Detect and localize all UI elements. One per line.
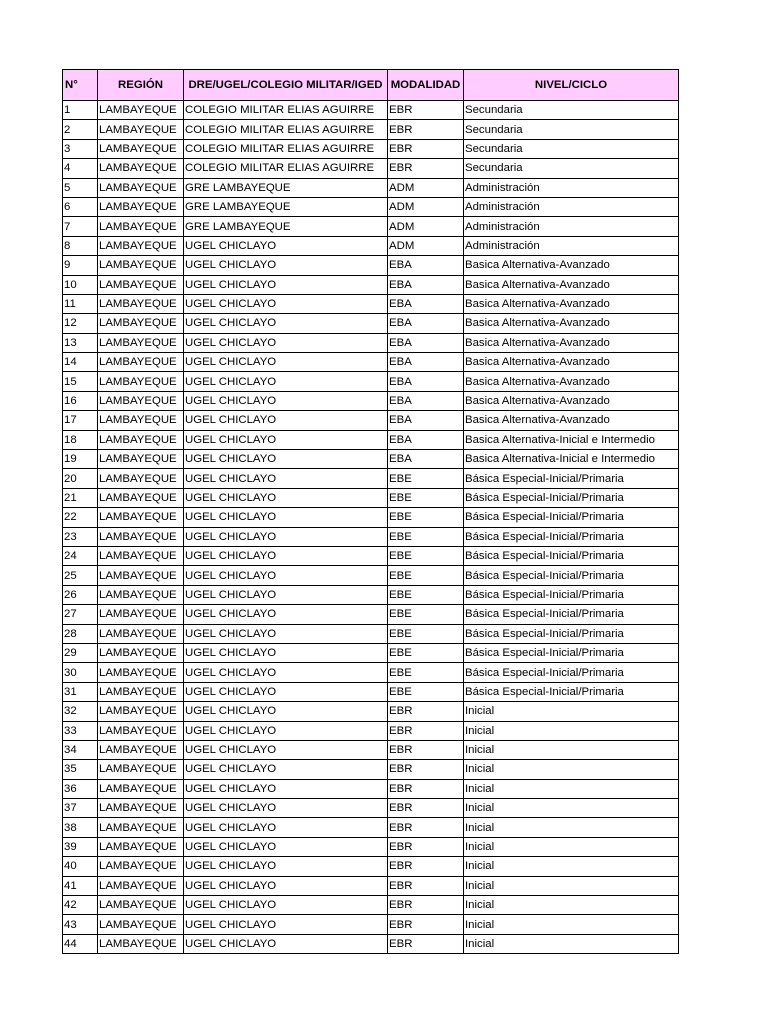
cell-region: LAMBAYEQUE: [98, 333, 184, 352]
cell-level: Inicial: [464, 760, 679, 779]
table-header: [63, 70, 679, 101]
cell-level: Inicial: [464, 915, 679, 934]
table-row: [63, 120, 679, 139]
cell-level: Inicial: [464, 799, 679, 818]
cell-number: 21: [63, 488, 98, 507]
cell-number: 38: [63, 818, 98, 837]
cell-institution: UGEL CHICLAYO: [184, 740, 388, 759]
table-row: [63, 857, 679, 876]
cell-number: 16: [63, 391, 98, 410]
cell-level: Inicial: [464, 934, 679, 953]
cell-number: 18: [63, 430, 98, 449]
table-row: [63, 915, 679, 934]
cell-number: 37: [63, 799, 98, 818]
table-row: [63, 740, 679, 759]
cell-region: LAMBAYEQUE: [98, 430, 184, 449]
cell-region: LAMBAYEQUE: [98, 605, 184, 624]
cell-number: 24: [63, 546, 98, 565]
table-row: [63, 702, 679, 721]
table-row: [63, 469, 679, 488]
table-row: [63, 488, 679, 507]
cell-modality: EBE: [388, 585, 464, 604]
cell-institution: UGEL CHICLAYO: [184, 353, 388, 372]
cell-modality: EBA: [388, 411, 464, 430]
cell-level: Basica Alternativa-Avanzado: [464, 275, 679, 294]
cell-institution: UGEL CHICLAYO: [184, 643, 388, 662]
table-row: [63, 721, 679, 740]
cell-region: LAMBAYEQUE: [98, 779, 184, 798]
cell-number: 11: [63, 294, 98, 313]
table-row: [63, 527, 679, 546]
cell-modality: EBA: [388, 391, 464, 410]
cell-level: Basica Alternativa-Inicial e Intermedio: [464, 450, 679, 469]
cell-institution: UGEL CHICLAYO: [184, 566, 388, 585]
cell-institution: UGEL CHICLAYO: [184, 430, 388, 449]
cell-region: LAMBAYEQUE: [98, 624, 184, 643]
cell-level: Inicial: [464, 857, 679, 876]
cell-level: Básica Especial-Inicial/Primaria: [464, 566, 679, 585]
cell-region: LAMBAYEQUE: [98, 139, 184, 158]
cell-level: Inicial: [464, 876, 679, 895]
cell-institution: UGEL CHICLAYO: [184, 391, 388, 410]
cell-institution: GRE LAMBAYEQUE: [184, 217, 388, 236]
cell-region: LAMBAYEQUE: [98, 702, 184, 721]
cell-region: LAMBAYEQUE: [98, 566, 184, 585]
cell-modality: ADM: [388, 197, 464, 216]
cell-modality: EBR: [388, 779, 464, 798]
cell-institution: UGEL CHICLAYO: [184, 896, 388, 915]
cell-modality: EBA: [388, 372, 464, 391]
cell-modality: EBA: [388, 450, 464, 469]
cell-region: LAMBAYEQUE: [98, 934, 184, 953]
cell-modality: EBR: [388, 857, 464, 876]
cell-modality: EBA: [388, 430, 464, 449]
cell-region: LAMBAYEQUE: [98, 896, 184, 915]
cell-level: Inicial: [464, 818, 679, 837]
cell-number: 39: [63, 837, 98, 856]
table-row: [63, 799, 679, 818]
table-row: [63, 585, 679, 604]
cell-region: LAMBAYEQUE: [98, 488, 184, 507]
cell-level: Básica Especial-Inicial/Primaria: [464, 546, 679, 565]
cell-number: 22: [63, 508, 98, 527]
cell-modality: EBR: [388, 896, 464, 915]
cell-region: LAMBAYEQUE: [98, 469, 184, 488]
cell-modality: EBR: [388, 101, 464, 120]
cell-number: 27: [63, 605, 98, 624]
cell-level: Administración: [464, 217, 679, 236]
cell-modality: EBA: [388, 275, 464, 294]
table-row: [63, 624, 679, 643]
cell-institution: UGEL CHICLAYO: [184, 857, 388, 876]
table-row: [63, 663, 679, 682]
cell-number: 6: [63, 197, 98, 216]
cell-number: 13: [63, 333, 98, 352]
cell-level: Secundaria: [464, 159, 679, 178]
cell-modality: EBE: [388, 624, 464, 643]
cell-modality: EBE: [388, 682, 464, 701]
cell-institution: UGEL CHICLAYO: [184, 275, 388, 294]
cell-modality: EBR: [388, 120, 464, 139]
cell-modality: EBE: [388, 488, 464, 507]
cell-number: 32: [63, 702, 98, 721]
cell-institution: UGEL CHICLAYO: [184, 799, 388, 818]
cell-modality: EBE: [388, 546, 464, 565]
cell-level: Inicial: [464, 721, 679, 740]
cell-modality: EBE: [388, 663, 464, 682]
cell-region: LAMBAYEQUE: [98, 294, 184, 313]
cell-region: LAMBAYEQUE: [98, 391, 184, 410]
cell-number: 31: [63, 682, 98, 701]
cell-number: 33: [63, 721, 98, 740]
table-row: [63, 605, 679, 624]
cell-institution: UGEL CHICLAYO: [184, 818, 388, 837]
table-row: [63, 682, 679, 701]
cell-region: LAMBAYEQUE: [98, 818, 184, 837]
cell-number: 25: [63, 566, 98, 585]
cell-region: LAMBAYEQUE: [98, 682, 184, 701]
table-row: [63, 876, 679, 895]
cell-region: LAMBAYEQUE: [98, 101, 184, 120]
cell-institution: UGEL CHICLAYO: [184, 779, 388, 798]
cell-region: LAMBAYEQUE: [98, 915, 184, 934]
cell-modality: EBR: [388, 837, 464, 856]
cell-number: 29: [63, 643, 98, 662]
cell-region: LAMBAYEQUE: [98, 760, 184, 779]
cell-number: 23: [63, 527, 98, 546]
cell-number: 30: [63, 663, 98, 682]
cell-region: LAMBAYEQUE: [98, 799, 184, 818]
cell-modality: EBA: [388, 294, 464, 313]
cell-region: LAMBAYEQUE: [98, 372, 184, 391]
cell-number: 35: [63, 760, 98, 779]
cell-institution: UGEL CHICLAYO: [184, 934, 388, 953]
cell-modality: EBR: [388, 818, 464, 837]
cell-region: LAMBAYEQUE: [98, 411, 184, 430]
cell-number: 41: [63, 876, 98, 895]
table-row: [63, 314, 679, 333]
cell-number: 14: [63, 353, 98, 372]
table-row: [63, 353, 679, 372]
cell-number: 9: [63, 256, 98, 275]
cell-level: Básica Especial-Inicial/Primaria: [464, 663, 679, 682]
cell-region: LAMBAYEQUE: [98, 159, 184, 178]
cell-level: Básica Especial-Inicial/Primaria: [464, 469, 679, 488]
cell-number: 26: [63, 585, 98, 604]
cell-number: 12: [63, 314, 98, 333]
cell-level: Administración: [464, 178, 679, 197]
cell-modality: EBE: [388, 508, 464, 527]
cell-number: 20: [63, 469, 98, 488]
cell-number: 42: [63, 896, 98, 915]
cell-institution: UGEL CHICLAYO: [184, 333, 388, 352]
cell-institution: UGEL CHICLAYO: [184, 450, 388, 469]
cell-region: LAMBAYEQUE: [98, 721, 184, 740]
cell-modality: EBA: [388, 353, 464, 372]
cell-institution: COLEGIO MILITAR ELIAS AGUIRRE: [184, 120, 388, 139]
cell-number: 8: [63, 236, 98, 255]
cell-institution: UGEL CHICLAYO: [184, 624, 388, 643]
cell-modality: EBE: [388, 527, 464, 546]
table-row: [63, 333, 679, 352]
cell-number: 28: [63, 624, 98, 643]
header-row: [63, 70, 679, 101]
cell-region: LAMBAYEQUE: [98, 314, 184, 333]
cell-institution: UGEL CHICLAYO: [184, 469, 388, 488]
cell-region: LAMBAYEQUE: [98, 663, 184, 682]
cell-institution: UGEL CHICLAYO: [184, 721, 388, 740]
header-cell-institution: DRE/UGEL/COLEGIO MILITAR/IGED: [184, 70, 388, 101]
table-row: [63, 217, 679, 236]
cell-modality: EBR: [388, 760, 464, 779]
cell-region: LAMBAYEQUE: [98, 857, 184, 876]
cell-institution: UGEL CHICLAYO: [184, 915, 388, 934]
table-row: [63, 450, 679, 469]
cell-modality: EBR: [388, 139, 464, 158]
cell-institution: UGEL CHICLAYO: [184, 488, 388, 507]
cell-number: 3: [63, 139, 98, 158]
cell-modality: EBR: [388, 740, 464, 759]
cell-institution: COLEGIO MILITAR ELIAS AGUIRRE: [184, 101, 388, 120]
cell-institution: UGEL CHICLAYO: [184, 256, 388, 275]
cell-modality: EBA: [388, 333, 464, 352]
cell-number: 34: [63, 740, 98, 759]
cell-level: Basica Alternativa-Avanzado: [464, 314, 679, 333]
cell-level: Básica Especial-Inicial/Primaria: [464, 682, 679, 701]
cell-region: LAMBAYEQUE: [98, 353, 184, 372]
cell-institution: UGEL CHICLAYO: [184, 372, 388, 391]
cell-level: Inicial: [464, 702, 679, 721]
cell-institution: UGEL CHICLAYO: [184, 702, 388, 721]
table-row: [63, 178, 679, 197]
cell-level: Basica Alternativa-Avanzado: [464, 372, 679, 391]
table-row: [63, 818, 679, 837]
table-row: [63, 197, 679, 216]
cell-modality: EBR: [388, 876, 464, 895]
cell-modality: EBR: [388, 721, 464, 740]
cell-institution: UGEL CHICLAYO: [184, 294, 388, 313]
cell-number: 1: [63, 101, 98, 120]
cell-level: Basica Alternativa-Avanzado: [464, 353, 679, 372]
cell-number: 10: [63, 275, 98, 294]
cell-modality: EBA: [388, 314, 464, 333]
cell-institution: UGEL CHICLAYO: [184, 605, 388, 624]
cell-institution: UGEL CHICLAYO: [184, 508, 388, 527]
cell-institution: UGEL CHICLAYO: [184, 876, 388, 895]
cell-modality: ADM: [388, 236, 464, 255]
cell-region: LAMBAYEQUE: [98, 236, 184, 255]
cell-institution: COLEGIO MILITAR ELIAS AGUIRRE: [184, 159, 388, 178]
cell-level: Basica Alternativa-Avanzado: [464, 411, 679, 430]
cell-number: 36: [63, 779, 98, 798]
cell-number: 15: [63, 372, 98, 391]
cell-number: 5: [63, 178, 98, 197]
cell-level: Secundaria: [464, 139, 679, 158]
table-row: [63, 236, 679, 255]
header-cell-number: N°: [63, 70, 98, 101]
cell-region: LAMBAYEQUE: [98, 120, 184, 139]
table-row: [63, 256, 679, 275]
cell-level: Inicial: [464, 779, 679, 798]
header-cell-modality: MODALIDAD: [388, 70, 464, 101]
table-row: [63, 760, 679, 779]
cell-level: Administración: [464, 236, 679, 255]
table-row: [63, 546, 679, 565]
cell-level: Inicial: [464, 896, 679, 915]
cell-level: Secundaria: [464, 101, 679, 120]
cell-region: LAMBAYEQUE: [98, 256, 184, 275]
cell-region: LAMBAYEQUE: [98, 275, 184, 294]
cell-level: Básica Especial-Inicial/Primaria: [464, 605, 679, 624]
cell-modality: ADM: [388, 178, 464, 197]
cell-level: Básica Especial-Inicial/Primaria: [464, 585, 679, 604]
cell-institution: UGEL CHICLAYO: [184, 663, 388, 682]
cell-region: LAMBAYEQUE: [98, 527, 184, 546]
cell-level: Básica Especial-Inicial/Primaria: [464, 508, 679, 527]
cell-number: 40: [63, 857, 98, 876]
cell-number: 7: [63, 217, 98, 236]
cell-level: Inicial: [464, 740, 679, 759]
cell-institution: GRE LAMBAYEQUE: [184, 197, 388, 216]
table-row: [63, 643, 679, 662]
cell-level: Inicial: [464, 837, 679, 856]
table-row: [63, 411, 679, 430]
cell-modality: EBR: [388, 702, 464, 721]
table-row: [63, 159, 679, 178]
cell-institution: UGEL CHICLAYO: [184, 314, 388, 333]
table-row: [63, 508, 679, 527]
cell-institution: COLEGIO MILITAR ELIAS AGUIRRE: [184, 139, 388, 158]
cell-modality: EBR: [388, 799, 464, 818]
cell-number: 43: [63, 915, 98, 934]
cell-modality: EBE: [388, 605, 464, 624]
cell-region: LAMBAYEQUE: [98, 876, 184, 895]
cell-modality: ADM: [388, 217, 464, 236]
table-row: [63, 430, 679, 449]
cell-modality: EBA: [388, 256, 464, 275]
cell-modality: EBE: [388, 469, 464, 488]
cell-institution: UGEL CHICLAYO: [184, 546, 388, 565]
table-row: [63, 139, 679, 158]
table-row: [63, 391, 679, 410]
cell-institution: UGEL CHICLAYO: [184, 411, 388, 430]
cell-number: 44: [63, 934, 98, 953]
cell-region: LAMBAYEQUE: [98, 217, 184, 236]
cell-level: Basica Alternativa-Avanzado: [464, 294, 679, 313]
table-row: [63, 896, 679, 915]
table-row: [63, 566, 679, 585]
cell-level: Secundaria: [464, 120, 679, 139]
table-row: [63, 779, 679, 798]
table-row: [63, 372, 679, 391]
cell-level: Básica Especial-Inicial/Primaria: [464, 624, 679, 643]
cell-level: Basica Alternativa-Avanzado: [464, 256, 679, 275]
cell-region: LAMBAYEQUE: [98, 837, 184, 856]
data-table: [62, 69, 679, 954]
cell-level: Basica Alternativa-Avanzado: [464, 333, 679, 352]
cell-number: 4: [63, 159, 98, 178]
cell-region: LAMBAYEQUE: [98, 546, 184, 565]
cell-number: 2: [63, 120, 98, 139]
header-cell-level: NIVEL/CICLO: [464, 70, 679, 101]
cell-number: 19: [63, 450, 98, 469]
cell-institution: GRE LAMBAYEQUE: [184, 178, 388, 197]
cell-modality: EBR: [388, 915, 464, 934]
cell-institution: UGEL CHICLAYO: [184, 585, 388, 604]
cell-region: LAMBAYEQUE: [98, 643, 184, 662]
cell-modality: EBE: [388, 566, 464, 585]
header-cell-region: REGIÓN: [98, 70, 184, 101]
cell-institution: UGEL CHICLAYO: [184, 760, 388, 779]
cell-institution: UGEL CHICLAYO: [184, 527, 388, 546]
table-row: [63, 837, 679, 856]
cell-institution: UGEL CHICLAYO: [184, 682, 388, 701]
cell-level: Basica Alternativa-Avanzado: [464, 391, 679, 410]
cell-modality: EBR: [388, 934, 464, 953]
cell-institution: UGEL CHICLAYO: [184, 236, 388, 255]
table-row: [63, 275, 679, 294]
cell-level: Básica Especial-Inicial/Primaria: [464, 488, 679, 507]
cell-level: Administración: [464, 197, 679, 216]
cell-region: LAMBAYEQUE: [98, 508, 184, 527]
cell-level: Basica Alternativa-Inicial e Intermedio: [464, 430, 679, 449]
cell-modality: EBR: [388, 159, 464, 178]
cell-region: LAMBAYEQUE: [98, 197, 184, 216]
cell-institution: UGEL CHICLAYO: [184, 837, 388, 856]
table-row: [63, 101, 679, 120]
cell-region: LAMBAYEQUE: [98, 450, 184, 469]
cell-level: Básica Especial-Inicial/Primaria: [464, 643, 679, 662]
cell-region: LAMBAYEQUE: [98, 178, 184, 197]
table-row: [63, 934, 679, 953]
cell-region: LAMBAYEQUE: [98, 585, 184, 604]
cell-region: LAMBAYEQUE: [98, 740, 184, 759]
table-body: [63, 101, 679, 954]
cell-modality: EBE: [388, 643, 464, 662]
cell-level: Básica Especial-Inicial/Primaria: [464, 527, 679, 546]
cell-number: 17: [63, 411, 98, 430]
table-row: [63, 294, 679, 313]
